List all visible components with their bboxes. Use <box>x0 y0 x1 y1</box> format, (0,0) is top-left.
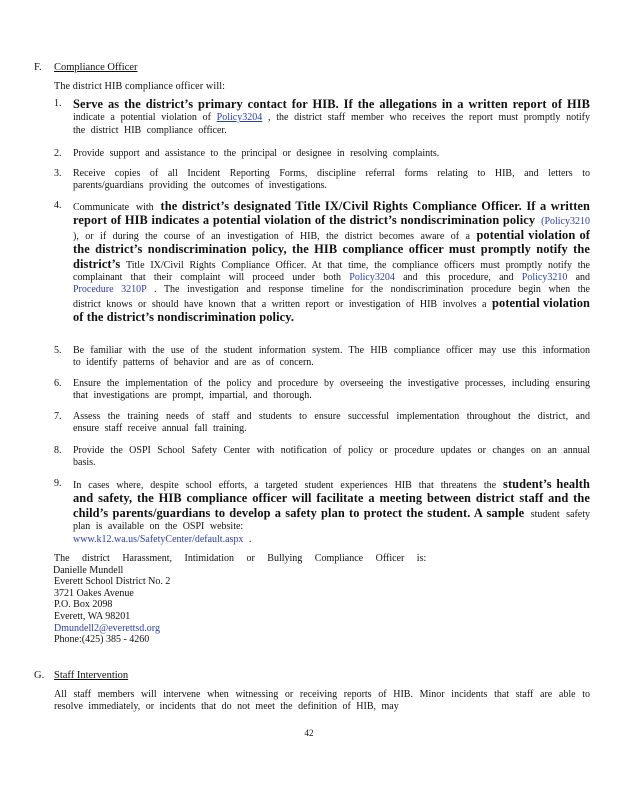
item-text: Assess the training needs of staff and students to ensure successful implementation throughout the district, and ensure staff receive annual fall training. <box>73 411 590 435</box>
item-text: Provide the OSPI School Safety Center with notification of policy or procedure updates or changes on an annual basis. <box>73 445 590 469</box>
item-number: 2. <box>54 148 62 159</box>
list-item <box>54 200 590 326</box>
list-item <box>54 378 590 403</box>
section-g-paragraph <box>54 689 590 714</box>
item-text: student safety plan is available on the OSPI website: <box>73 508 591 533</box>
item-number: 4. <box>54 200 62 211</box>
item-text: and <box>575 272 591 284</box>
item-text: Receive copies of all Incident Reporting Forms, discipline referral forms relating to HIB, and letters to parents/guardians providing the outcomes of investigations. <box>73 168 590 192</box>
item-text: Be familiar with the use of the student information system. The HIB compliance officer may use this information to identify patterns of behavior and are as of concern. <box>73 345 590 369</box>
item-text: , the district staff member who receives the report must promptly notify the district HIB compliance officer. <box>73 112 591 136</box>
contact-email-link[interactable]: Dmundell2@everettsd.org <box>54 622 160 634</box>
section-f-title: Compliance Officer <box>54 62 138 73</box>
list-item <box>54 445 590 470</box>
item-text: Title IX/Civil Rights Compliance Officer. At that time, the compliance officers must promptly notify the complainant that their complaint will proceed under both <box>73 259 590 284</box>
item-number: 7. <box>54 411 62 422</box>
contact-city: Everett, WA 98201 <box>54 610 131 622</box>
item-number: 3. <box>54 168 62 179</box>
policy-3204-link[interactable]: Policy3204 <box>349 272 395 284</box>
item-text: . <box>248 533 252 545</box>
item-bold-text: the district’s designated Title IX/Civil Rights Compliance Officer. If a written report of HIB indicates a potential violation of the district’s nondiscrimination policy <box>73 199 591 228</box>
item-number: 1. <box>54 98 62 109</box>
contact-intro: The district Harassment, Intimidation or Bullying Compliance Officer is: <box>54 553 427 564</box>
item-bold-text: Serve as the district’s primary contact for HIB. If the allegations in a written report of HIB <box>73 97 590 111</box>
procedure-3210p-link[interactable]: Procedure 3210P <box>73 284 147 296</box>
item-text: Ensure the implementation of the policy and procedure by overseeing the investigative processes, including ensuring that investigations are prompt, impartial, and thorough. <box>73 378 590 402</box>
item-text: indicate a potential violation of <box>73 112 211 124</box>
compliance-officer-contact <box>54 553 574 646</box>
list-item <box>54 168 590 193</box>
section-g-heading <box>34 669 128 682</box>
policy-3210-link[interactable]: Policy3210 <box>521 272 568 284</box>
item-number: 5. <box>54 345 62 356</box>
section-g-text: All staff members will intervene when witnessing or receiving reports of HIB. Minor incidents that staff are able to resolve immediately, or incidents that do not meet the definition of HIB, may <box>54 689 590 713</box>
item-number: 8. <box>54 445 62 456</box>
item-number: 6. <box>54 378 62 389</box>
section-f-letter: F. <box>34 62 42 73</box>
list-item <box>54 478 590 546</box>
list-item <box>54 98 590 137</box>
policy-3210-link[interactable]: (Policy3210 <box>541 216 590 228</box>
contact-phone: Phone:(425) 385 - 4260 <box>54 634 150 646</box>
item-number: 9. <box>54 478 62 489</box>
ospi-website-link[interactable]: www.k12.wa.us/SafetyCenter/default.aspx <box>73 533 244 545</box>
list-item <box>54 411 590 436</box>
item-text: ), or if during the course of an investigation of HIB, the district becomes aware of a <box>73 230 470 242</box>
page-number: 42 <box>304 728 314 738</box>
contact-po-box: P.O. Box 2098 <box>54 599 113 611</box>
item-bold-text: potential violation of the district’s nondiscrimination policy, the HIB compliance officer must promptly notify the district’s <box>73 227 590 271</box>
section-f-intro: The district HIB compliance officer will: <box>54 81 226 92</box>
item-text: and this procedure, and <box>403 272 514 284</box>
contact-street: 3721 Oakes Avenue <box>54 587 134 599</box>
item-text: . The investigation and response timeline for the nondiscrimination procedure begin when the district knows or should have known that a written report or investigation of HIB involves a <box>73 284 590 310</box>
section-g-letter: G. <box>34 670 45 681</box>
item-text: In cases where, despite school efforts, a targeted student experiences HIB that threatens the <box>73 480 497 491</box>
contact-name: Danielle Mundell <box>53 564 124 576</box>
item-bold-text: potential violation of the district’s nondiscrimination policy. <box>73 295 591 325</box>
item-text: Provide support and assistance to the principal or designee in resolving complaints. <box>73 148 440 159</box>
item-bold-text: student’s health and safety, the HIB compliance officer will facilitate a meeting between district staff and the child’s parents/guardians to develop a safety plan to protect the student. A sample <box>73 477 590 520</box>
item-text: Communicate with <box>73 202 154 213</box>
list-item <box>54 148 590 160</box>
contact-organization: Everett School District No. 2 <box>54 576 171 588</box>
section-f-heading <box>34 61 137 74</box>
section-g-title: Staff Intervention <box>54 670 129 681</box>
list-item <box>54 345 590 370</box>
policy-3204-link[interactable]: Policy3204 <box>216 112 263 124</box>
